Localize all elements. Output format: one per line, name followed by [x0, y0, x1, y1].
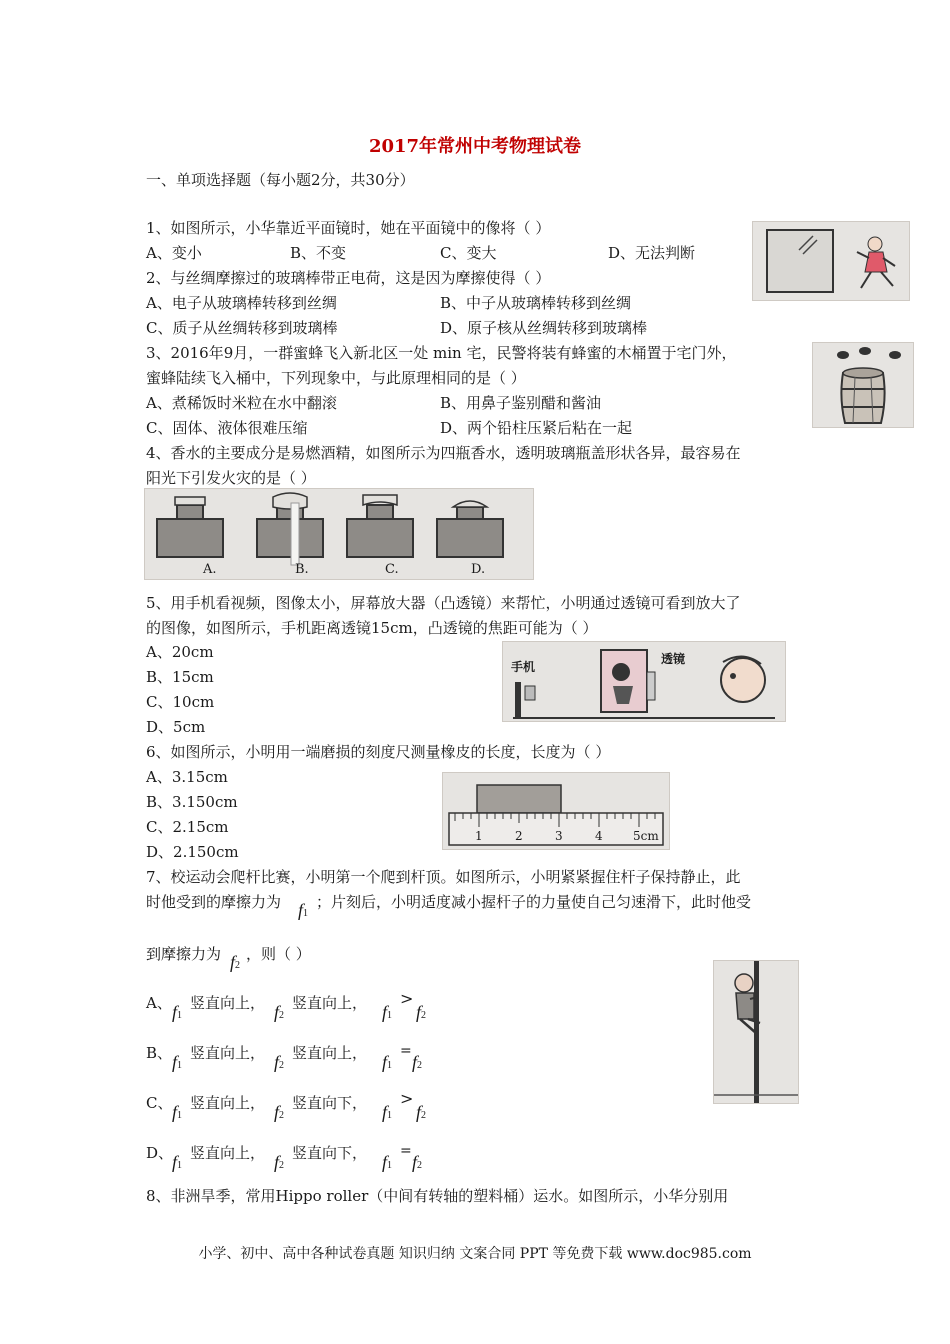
f-symbol: f — [172, 1002, 178, 1022]
q5-option-b: B、15cm — [146, 668, 214, 686]
q1-option-d: D、无法判断 — [608, 244, 696, 262]
f2-compare — [416, 1002, 426, 1023]
q2-option-c: C、质子从丝绸转移到玻璃棒 — [146, 319, 338, 337]
q1-option-a: A、变小 — [146, 244, 202, 262]
q3-option-c: C、固体、液体很难压缩 — [146, 419, 308, 437]
f2-direction: 竖直向下， — [292, 1094, 368, 1112]
bottle-label-a: A. — [203, 562, 217, 577]
relation-sign: > — [400, 989, 414, 1008]
q7-stem-line3a: 到摩擦力为 — [146, 945, 222, 963]
ruler-figure — [442, 772, 670, 850]
q1-option-b: B、不变 — [290, 244, 347, 262]
f-symbol: f — [172, 1102, 178, 1122]
q6-option-d: D、2.150cm — [146, 843, 239, 861]
option-label: B、 — [146, 1044, 173, 1062]
option-label: C、 — [146, 1094, 173, 1112]
q2-option-a: A、电子从玻璃棒转移到丝绸 — [146, 294, 337, 312]
q3-stem-line2: 蜜蜂陆续飞入桶中，下列现象中，与此原理相同的是（ ） — [146, 369, 526, 387]
f-subscript: 2 — [235, 960, 241, 971]
f2-direction: 竖直向上， — [292, 1044, 368, 1062]
f-subscript: 2 — [421, 1110, 427, 1121]
f1-compare — [382, 1052, 392, 1073]
q6-stem: 6、如图所示，小明用一端磨损的刻度尺测量橡皮的长度，长度为（ ） — [146, 743, 611, 761]
q6-option-c: C、2.15cm — [146, 818, 229, 836]
f-symbol: f — [382, 1002, 388, 1022]
f-subscript: 1 — [177, 1110, 183, 1121]
f-subscript: 1 — [387, 1110, 393, 1121]
f1-symbol — [172, 1002, 182, 1023]
f2-direction: 竖直向上， — [292, 994, 368, 1012]
f-symbol: f — [416, 1102, 422, 1122]
bottle-label-d: D. — [471, 562, 486, 577]
option-label: D、 — [146, 1144, 174, 1162]
f2-direction: 竖直向下， — [292, 1144, 368, 1162]
ruler-tick-1: 1 — [475, 829, 483, 843]
q5-stem-line2: 的图像，如图所示，手机距离透镜15cm，凸透镜的焦距可能为（ ） — [146, 619, 598, 637]
q5-stem-line1: 5、用手机看视频，图像太小，屏幕放大器（凸透镜）来帮忙，小明通过透镜可看到放大了 — [146, 594, 741, 612]
f-subscript: 1 — [387, 1060, 393, 1071]
q4-stem-line1: 4、香水的主要成分是易燃酒精，如图所示为四瓶香水，透明玻璃瓶盖形状各异，最容易在 — [146, 444, 741, 462]
q1-stem: 1、如图所示，小华靠近平面镜时，她在平面镜中的像将（ ） — [146, 219, 551, 237]
q7-f2-inline — [230, 952, 240, 973]
ruler-tick-3: 3 — [555, 829, 563, 843]
q3-option-d: D、两个铅柱压紧后粘在一起 — [440, 419, 633, 437]
f-subscript: 1 — [177, 1010, 183, 1021]
f-symbol: f — [416, 1002, 422, 1022]
q6-option-b: B、3.150cm — [146, 793, 238, 811]
q5-option-a: A、20cm — [146, 643, 214, 661]
lens-label: 透镜 — [661, 652, 686, 666]
option-label: A、 — [146, 994, 172, 1012]
perfume-bottles-figure — [144, 488, 534, 580]
f1-direction: 竖直向上， — [190, 1044, 266, 1062]
f1-symbol — [172, 1152, 182, 1173]
f-symbol: f — [382, 1102, 388, 1122]
f1-compare — [382, 1152, 392, 1173]
f-symbol: f — [274, 1052, 280, 1072]
q2-stem: 2、与丝绸摩擦过的玻璃棒带正电荷，这是因为摩擦使得（ ） — [146, 269, 551, 287]
q7-stem-line2b: ；片刻后，小明适度减小握杆子的力量使自己匀速滑下，此时他受 — [316, 893, 752, 911]
phone-label: 手机 — [511, 660, 536, 674]
f2-symbol — [274, 1002, 284, 1023]
f-symbol: f — [382, 1052, 388, 1072]
bee-barrel-figure — [812, 342, 914, 428]
f-subscript: 2 — [279, 1060, 285, 1071]
f-subscript: 1 — [177, 1160, 183, 1171]
f2-compare — [416, 1102, 426, 1123]
q5-option-c: C、10cm — [146, 693, 215, 711]
f1-direction: 竖直向上， — [190, 1094, 266, 1112]
phone-lens-figure — [502, 641, 786, 722]
q8-stem: 8、非洲旱季，常用Hippo roller（中间有转轴的塑料桶）运水。如图所示，小华分别用 — [146, 1187, 729, 1205]
q2-option-d: D、原子核从丝绸转移到玻璃棒 — [440, 319, 648, 337]
q2-option-b: B、中子从玻璃棒转移到丝绸 — [440, 294, 632, 312]
f-symbol: f — [172, 1152, 178, 1172]
q3-stem-line1: 3、2016年9月，一群蜜蜂飞入新北区一处 min 宅，民警将装有蜂蜜的木桶置于宅门外， — [146, 344, 737, 362]
q7-stem-line2a: 时他受到的摩擦力为 — [146, 893, 282, 911]
q3-option-b: B、用鼻子鉴别醋和酱油 — [440, 394, 602, 412]
q6-option-a: A、3.15cm — [146, 768, 228, 786]
footer-text: 小学、初中、高中各种试卷真题 知识归纳 文案合同 PPT 等免费下载 www.doc985.com — [198, 1246, 752, 1262]
f2-symbol — [274, 1052, 284, 1073]
relation-sign: = — [400, 1043, 412, 1059]
q7-stem-line1: 7、校运动会爬杆比赛，小明第一个爬到杆顶。如图所示，小明紧紧握住杆子保持静止，此 — [146, 868, 741, 886]
f1-direction: 竖直向上， — [190, 1144, 266, 1162]
bottle-label-b: B. — [295, 562, 309, 577]
f-subscript: 2 — [417, 1060, 423, 1071]
ruler-tick-4: 4 — [595, 829, 603, 843]
f2-compare — [412, 1152, 422, 1173]
pole-climbing-figure — [713, 960, 799, 1104]
bottle-label-c: C. — [385, 562, 399, 577]
f1-direction: 竖直向上， — [190, 994, 266, 1012]
f-subscript: 2 — [279, 1160, 285, 1171]
q5-option-d: D、5cm — [146, 718, 206, 736]
f-symbol: f — [412, 1152, 418, 1172]
f-symbol: f — [298, 900, 304, 920]
f2-symbol — [274, 1102, 284, 1123]
page-title: 2017年常州中考物理试卷 — [368, 136, 582, 157]
q7-stem-line3b: ，则（ ） — [246, 945, 311, 963]
f-symbol: f — [230, 952, 236, 972]
relation-sign: > — [400, 1089, 414, 1108]
q7-f1-inline — [298, 900, 308, 921]
section-heading: 一、单项选择题（每小题2分，共30分） — [146, 171, 415, 189]
f-symbol: f — [274, 1002, 280, 1022]
q3-option-a: A、煮稀饭时米粒在水中翻滚 — [146, 394, 337, 412]
f-symbol: f — [412, 1052, 418, 1072]
f-subscript: 2 — [417, 1160, 423, 1171]
f-subscript: 1 — [177, 1060, 183, 1071]
ruler-tick-5: 5cm — [633, 829, 659, 843]
f-symbol: f — [172, 1052, 178, 1072]
q4-stem-line2: 阳光下引发火灾的是（ ） — [146, 469, 316, 487]
q1-option-c: C、变大 — [440, 244, 497, 262]
f-subscript: 1 — [387, 1010, 393, 1021]
f-subscript: 1 — [387, 1160, 393, 1171]
f-symbol: f — [382, 1152, 388, 1172]
f1-symbol — [172, 1102, 182, 1123]
f2-symbol — [274, 1152, 284, 1173]
f-subscript: 2 — [421, 1010, 427, 1021]
f-subscript: 2 — [279, 1010, 285, 1021]
f2-compare — [412, 1052, 422, 1073]
f1-symbol — [172, 1052, 182, 1073]
ruler-tick-2: 2 — [515, 829, 523, 843]
f-symbol: f — [274, 1152, 280, 1172]
f-subscript: 2 — [279, 1110, 285, 1121]
f1-compare — [382, 1002, 392, 1023]
f-subscript: 1 — [303, 908, 309, 919]
mirror-figure — [752, 221, 910, 301]
f1-compare — [382, 1102, 392, 1123]
f-symbol: f — [274, 1102, 280, 1122]
relation-sign: = — [400, 1143, 412, 1159]
